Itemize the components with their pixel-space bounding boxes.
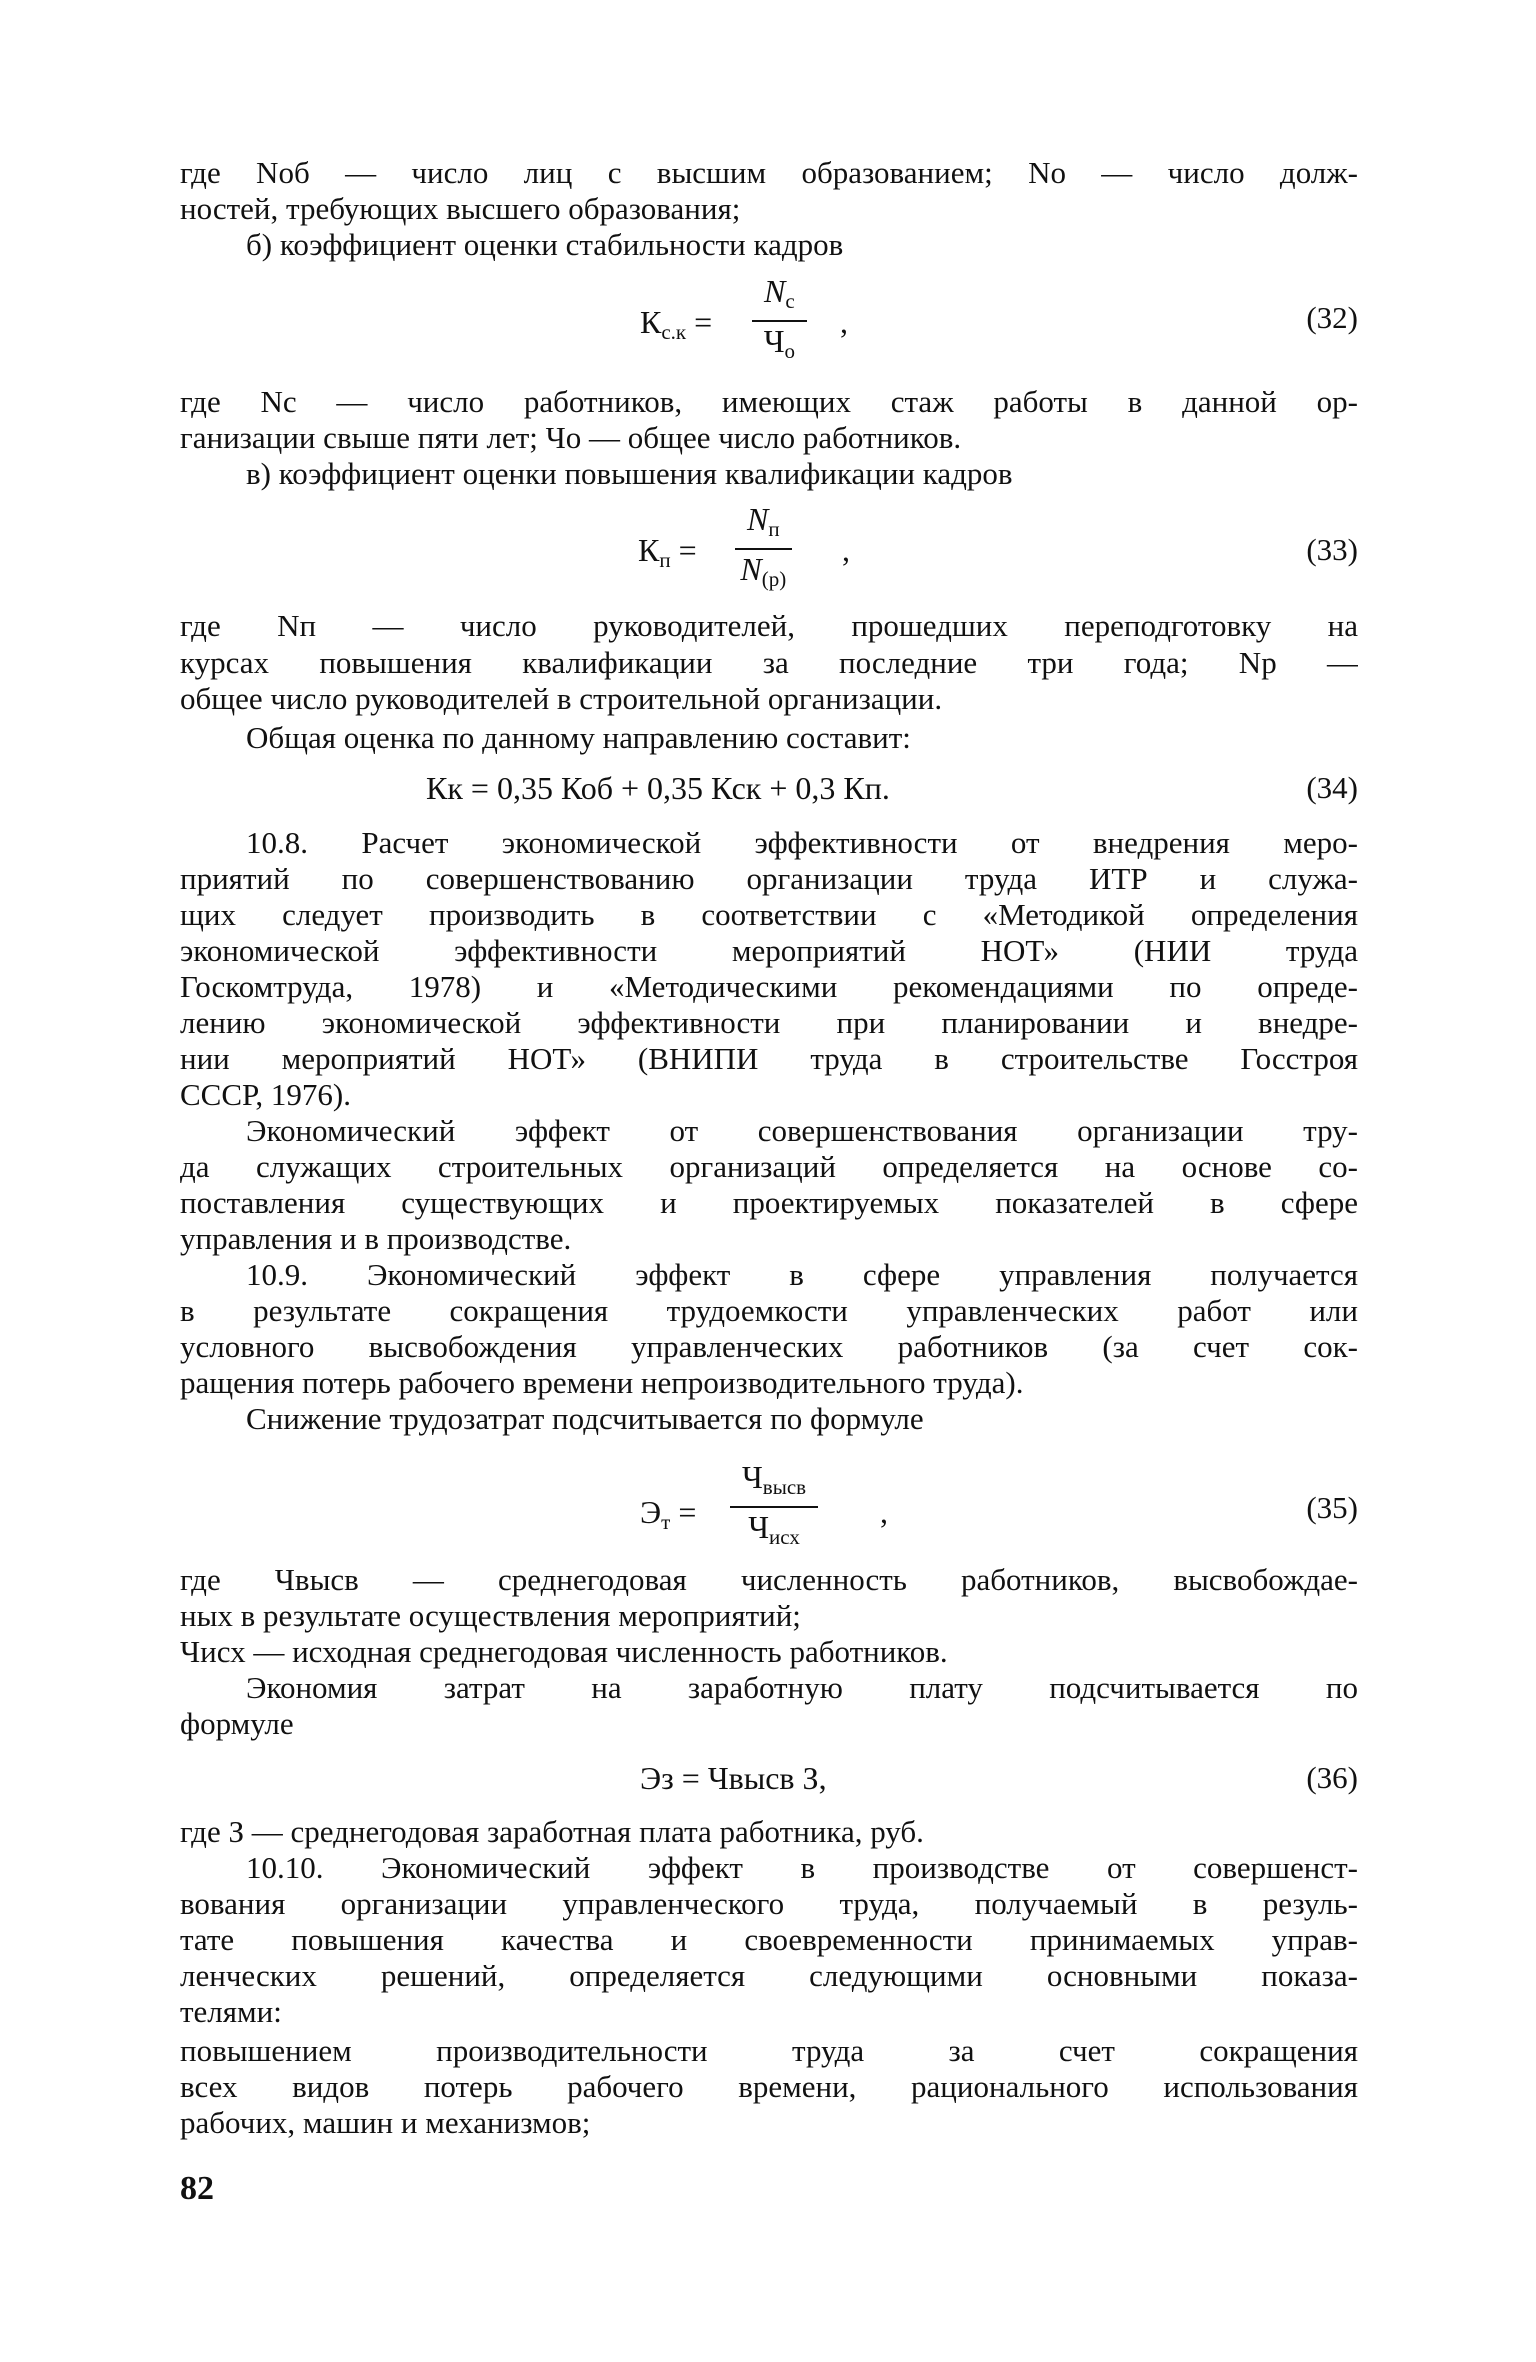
denominator: Ч <box>748 1509 770 1545</box>
formula-comma: , <box>842 532 850 568</box>
text-line: телями: <box>180 1994 282 2029</box>
text-line: Снижение трудозатрат подсчитывается по формуле <box>246 1401 924 1436</box>
formula-lhs: К <box>638 532 660 568</box>
text-line: рабочих, машин и механизмов; <box>180 2105 591 2140</box>
text-line: Чисх — исходная среднегодовая численность работников. <box>180 1634 948 1669</box>
equation-number: (34) <box>1306 770 1358 805</box>
text-line: общее число руководителей в строительной организации. <box>180 681 943 716</box>
text-line: управления и в производстве. <box>180 1221 572 1256</box>
text-line: 10.8. Расчет экономической эффективности от внедрения меро- <box>246 825 1358 860</box>
equals-sign: = <box>678 1494 697 1530</box>
numerator: N <box>747 501 769 537</box>
text-line: где З — среднегодовая заработная плата работника, руб. <box>180 1814 924 1849</box>
numerator: Ч <box>742 1459 763 1495</box>
text-line: курсах повышения квалификации за последние три года; Nр — <box>180 645 1358 680</box>
numerator: N <box>764 273 786 309</box>
text-line: Госкомтруда, 1978) и «Методическими рекомендациями по опреде- <box>180 969 1358 1004</box>
text-line: формуле <box>180 1706 294 1741</box>
text-line: Экономия затрат на заработную плату подсчитывается по <box>246 1670 1358 1705</box>
text-line: лению экономической эффективности при планировании и внедре- <box>180 1005 1358 1040</box>
numerator-sub: высв <box>762 1475 807 1499</box>
text-line: щих следует производить в соответствии с «Методикой определения <box>180 897 1358 932</box>
text-line: СССР, 1976). <box>180 1077 351 1112</box>
formula-lhs: Э <box>640 1494 662 1530</box>
text-line: экономической эффективности мероприятий НОТ» (НИИ труда <box>180 933 1358 968</box>
text-line: ностей, требующих высшего образования; <box>180 191 741 226</box>
formula-lhs-sub: с.к <box>661 320 687 344</box>
denominator: N <box>740 551 762 587</box>
formula-text: Кк = 0,35 Коб + 0,35 Кск + 0,3 Кп. <box>426 770 890 806</box>
text-line: Экономический эффект от совершенствования организации тру- <box>246 1113 1358 1148</box>
text-line: Общая оценка по данному направлению составит: <box>246 720 911 755</box>
denominator-sub: о <box>784 339 795 363</box>
text-line: 10.10. Экономический эффект в производстве от совершенст- <box>246 1850 1358 1885</box>
text-line: нии мероприятий НОТ» (ВНИПИ труда в строительстве Госстроя <box>180 1041 1358 1076</box>
formula-lhs-sub: т <box>661 1510 671 1534</box>
equation-number: (33) <box>1306 532 1358 567</box>
text-line: ных в результате осуществления мероприятий; <box>180 1598 801 1633</box>
equals-sign: = <box>694 304 713 340</box>
formula-lhs: К <box>640 304 662 340</box>
text-line: вования организации управленческого труда, получаемый в резуль- <box>180 1886 1358 1921</box>
text-line: тате повышения качества и своевременности принимаемых управ- <box>180 1922 1358 1957</box>
text-line: да служащих строительных организаций определяется на основе со- <box>180 1149 1358 1184</box>
text-line: где Nс — число работников, имеющих стаж работы в данной ор- <box>180 384 1358 419</box>
text-line: б) коэффициент оценки стабильности кадров <box>246 227 844 262</box>
text-line: в результате сокращения трудоемкости управленческих работ или <box>180 1293 1358 1328</box>
text-line: 10.9. Экономический эффект в сфере управления получается <box>246 1257 1358 1292</box>
denominator-sub: (р) <box>761 567 787 591</box>
numerator-sub: с <box>785 289 795 313</box>
text-line: где Nоб — число лиц с высшим образованием; Nо — число долж- <box>180 155 1358 190</box>
formula-lhs-sub: п <box>659 548 671 572</box>
denominator-sub: исх <box>769 1525 800 1549</box>
equation-number: (36) <box>1306 1760 1358 1795</box>
text-line: ращения потерь рабочего времени непроизводительного труда). <box>180 1365 1024 1400</box>
text-line: где Nп — число руководителей, прошедших переподготовку на <box>180 608 1358 643</box>
equation-number: (35) <box>1306 1490 1358 1525</box>
equals-sign: = <box>678 532 697 568</box>
formula-text: Эз = Чвысв З, <box>640 1760 827 1796</box>
numerator-sub: п <box>768 517 780 541</box>
text-line: где Чвысв — среднегодовая численность работников, высвобождае- <box>180 1562 1358 1597</box>
text-line: в) коэффициент оценки повышения квалификации кадров <box>246 456 1013 491</box>
formula-comma: , <box>880 1494 888 1530</box>
equation-number: (32) <box>1306 300 1358 335</box>
text-line: ганизации свыше пяти лет; Чо — общее число работников. <box>180 420 962 455</box>
page-number: 82 <box>180 2170 214 2207</box>
text-line: всех видов потерь рабочего времени, рационального использования <box>180 2069 1358 2104</box>
text-line: повышением производительности труда за счет сокращения <box>180 2033 1358 2068</box>
text-line: ленческих решений, определяется следующими основными показа- <box>180 1958 1358 1993</box>
text-line: приятий по совершенствованию организации труда ИТР и служа- <box>180 861 1358 896</box>
text-line: условного высвобождения управленческих работников (за счет сок- <box>180 1329 1358 1364</box>
denominator: Ч <box>763 323 785 359</box>
text-line: поставления существующих и проектируемых показателей в сфере <box>180 1185 1358 1220</box>
formula-comma: , <box>840 304 848 340</box>
